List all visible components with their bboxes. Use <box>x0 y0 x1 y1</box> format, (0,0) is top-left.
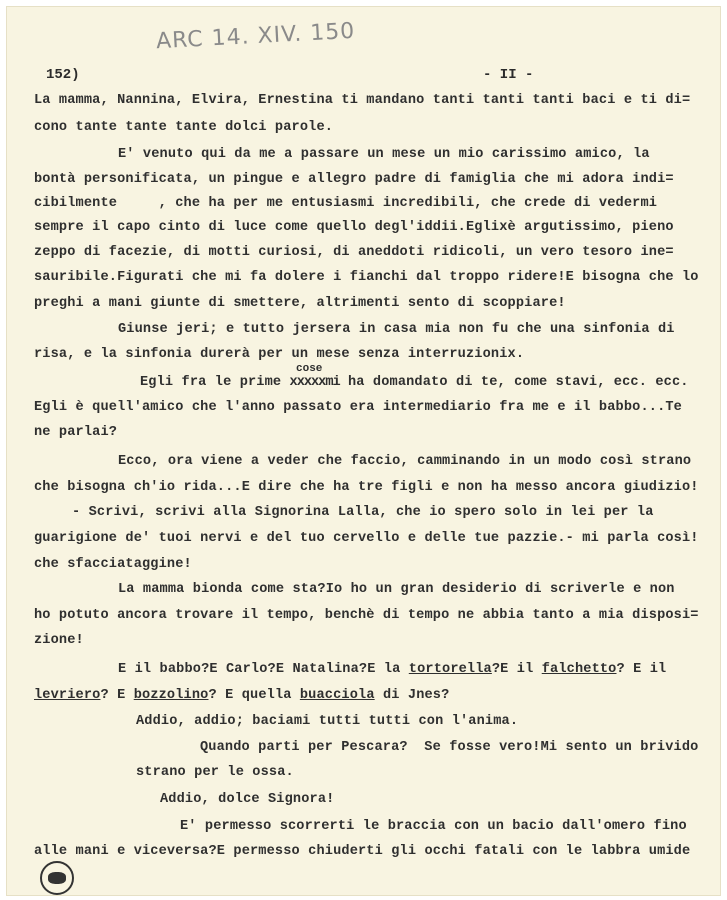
text-line: bontà personificata, un pingue e allegro padre di famiglia che mi adora indi= <box>34 172 674 187</box>
page-number: 152) <box>46 67 80 83</box>
text-line: zeppo di facezie, di motti curiosi, di aneddoti ridicoli, un vero tesoro ine= <box>34 245 674 260</box>
text-line: cibilmente , che ha per me entusiasmi incredibili, che crede di vedermi <box>34 196 658 211</box>
text-line: Egli è quell'amico che l'anno passato era intermediario fra me e il babbo...Te <box>34 400 682 415</box>
text-line: ne parlai? <box>34 425 118 440</box>
text-line: Egli fra le prime xxxxxmi ha domandato di te, come stavi, ecc. ecc. <box>140 375 689 390</box>
text-line: strano per le ossa. <box>136 765 294 780</box>
text-line: Quando parti per Pescara? Se fosse vero!Mi sento un brivido <box>200 740 699 755</box>
underlined-word: tortorella <box>408 662 492 677</box>
text-line: risa, e la sinfonia durerà per un mese senza interruzionix. <box>34 347 525 362</box>
page-mark: - II - <box>483 67 534 83</box>
text-line: zione! <box>34 633 84 648</box>
struck-word: xxxxxmi <box>289 375 340 390</box>
text-line: Ecco, ora viene a veder che faccio, camminando in un modo così strano <box>118 454 692 469</box>
text-line: E' permesso scorrerti le braccia con un bacio dall'omero fino <box>180 819 687 834</box>
text-line: ho potuto ancora trovare il tempo, benchè di tempo ne abbia tanto a mia disposi= <box>34 608 699 623</box>
letter-page <box>6 6 721 896</box>
inserted-word: cose <box>296 363 323 375</box>
text-line: sempre il capo cinto di luce come quello degl'iddii.Eglixè argutissimo, pieno <box>34 220 674 235</box>
text-line: alle mani e viceversa?E permesso chiuderti gli occhi fatali con le labbra umide <box>34 844 691 859</box>
text-line: Addio, addio; baciami tutti tutti con l'anima. <box>136 714 519 729</box>
text-line: La mamma, Nannina, Elvira, Ernestina ti mandano tanti tanti tanti baci e ti di= <box>34 93 691 108</box>
underlined-word: falchetto <box>541 662 617 677</box>
text-line: La mamma bionda come sta?Io ho un gran desiderio di scriverle e non <box>118 582 675 597</box>
text-line: preghi a mani giunte di smettere, altrimenti sento di scoppiare! <box>34 296 566 311</box>
text-line: E il babbo?E Carlo?E Natalina?E la tortorella?E il falchetto? E il <box>118 662 667 677</box>
underlined-word: buacciola <box>299 688 375 703</box>
text-line: cono tante tante tante dolci parole. <box>34 120 334 135</box>
text-line: sauribile.Figurati che mi fa dolere i fianchi dal troppo ridere!E bisogna che lo <box>34 270 699 285</box>
text-line: che bisogna ch'io rida...E dire che ha tre figli e non ha messo ancora giudizio! <box>34 480 699 495</box>
underlined-word: levriero <box>34 688 101 703</box>
text-line: guarigione de' tuoi nervi e del tuo cervello e delle tue pazzie.- mi parla così! <box>34 531 699 546</box>
archive-stamp-icon <box>40 861 74 895</box>
text-line: Giunse jeri; e tutto jersera in casa mia non fu che una sinfonia di <box>118 322 675 337</box>
text-line: Addio, dolce Signora! <box>160 792 335 807</box>
underlined-word: bozzolino <box>133 688 209 703</box>
text-line: - Scrivi, scrivi alla Signorina Lalla, che io spero solo in lei per la <box>72 505 654 520</box>
text-line: levriero? E bozzolino? E quella buacciola di Jnes? <box>34 688 450 703</box>
text-line: che sfacciataggine! <box>34 557 192 572</box>
archive-reference: ARC 14. XIV. 150 <box>155 18 356 55</box>
text-line: E' venuto qui da me a passare un mese un mio carissimo amico, la <box>118 147 650 162</box>
